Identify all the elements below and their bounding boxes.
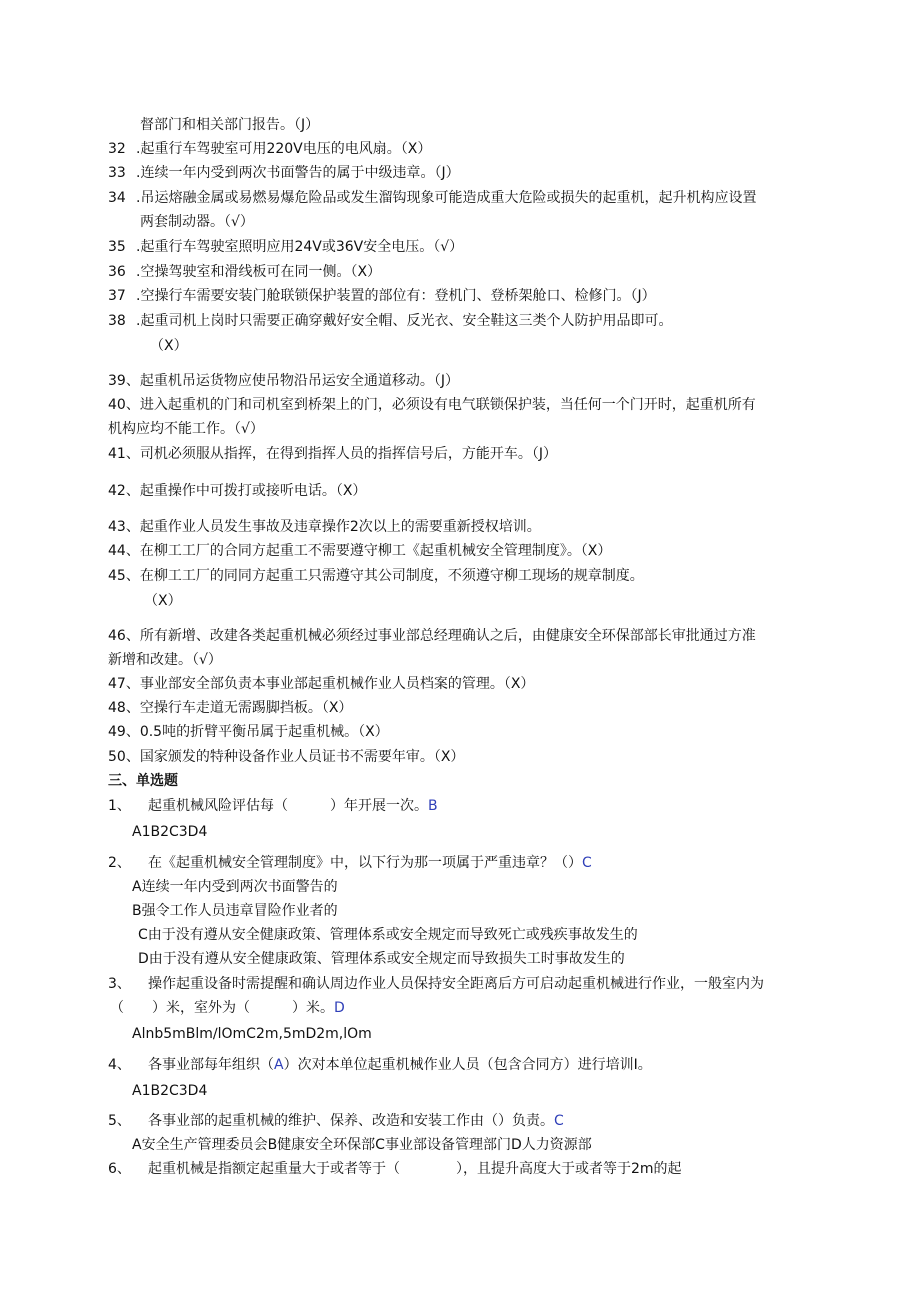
tf-number: 35	[108, 239, 126, 255]
tf-number: 38	[108, 313, 126, 329]
mc-options: A1B2C3D4	[132, 1083, 208, 1099]
tf-line: .起重行车驾驶室可用220V电压的电风扇。（X）	[136, 141, 432, 157]
tf-line: 39、起重机吊运货物应使吊物沿吊运安全通道移动。（J）	[108, 373, 459, 389]
mc-number: 1、	[108, 798, 131, 814]
mc-answer: C	[582, 855, 592, 871]
mc-question-text: 各事业部每年组织（	[148, 1057, 274, 1073]
mc-option: D由于没有遵从安全健康政策、管理体系或安全规定而导致损失工时事故发生的	[138, 951, 625, 967]
mc-question	[148, 797, 438, 815]
tf-line: 44、在柳工工厂的合同方起重工不需要遵守柳工《起重机械安全管理制度》。（X）	[108, 543, 612, 559]
tf-line: 两套制动器。（√）	[140, 214, 254, 230]
mc-answer: A	[274, 1057, 284, 1073]
mc-number: 3、	[108, 976, 131, 992]
mc-question-text: 起重机械风险评估每（ ）年开展一次。	[148, 798, 428, 814]
mc-number: 5、	[108, 1113, 131, 1129]
tf-number: 36	[108, 264, 126, 280]
mc-answer: D	[334, 1000, 345, 1016]
tf-line: .起重司机上岗时只需要正确穿戴好安全帽、反光衣、安全鞋这三类个人防护用品即可。	[136, 313, 673, 329]
tf-line: 机构应均不能工作。（√）	[108, 421, 264, 437]
tf-line: 46、所有新增、改建各类起重机械必须经过事业部总经理确认之后，由健康安全环保部部长审批通过方准	[108, 628, 756, 644]
tf-line: 41、司机必须服从指挥，在得到指挥人员的指挥信号后，方能开车。（J）	[108, 446, 557, 462]
tf-number: 33	[108, 165, 126, 181]
tf-line: 45、在柳工工厂的同同方起重工只需遵守其公司制度，不须遵守柳工现场的规章制度。	[108, 568, 644, 584]
mc-question	[148, 854, 592, 872]
mc-question-text: 各事业部的起重机械的维护、保养、改造和安装工作由（）负责。	[148, 1113, 554, 1129]
mc-option: B强令工作人员违章冒险作业者的	[132, 903, 338, 919]
mc-options: Alnb5mBlm∕lOmC2m,5mD2m,lOm	[132, 1026, 372, 1042]
tf-line: 49、0.5吨的折臂平衡吊属于起重机械。（X）	[108, 724, 389, 740]
mc-number: 4、	[108, 1057, 131, 1073]
tf-line: .吊运熔融金属或易燃易爆危险品或发生溜钩现象可能造成重大危险或损失的起重机，起升机构应设置	[136, 190, 757, 206]
tf-line: 40、进入起重机的门和司机室到桥架上的门，必须设有电气联锁保护装，当任何一个门开时，起重机所有	[108, 397, 756, 413]
tf-line: （X）	[144, 593, 182, 609]
mc-option: A连续一年内受到两次书面警告的	[132, 879, 338, 895]
tf-line: 督部门和相关部门报告。（J）	[140, 117, 320, 133]
tf-line: 新增和改建。（√）	[108, 652, 222, 668]
tf-line: 42、起重操作中可拨打或接听电话。（X）	[108, 483, 367, 499]
mc-question	[110, 999, 345, 1017]
mc-question	[148, 1056, 652, 1074]
mc-number: 2、	[108, 855, 131, 871]
mc-question-text: ）次对本单位起重机械作业人员（包含合同方）进行培训I。	[283, 1057, 652, 1073]
tf-line: 47、事业部安全部负责本事业部起重机械作业人员档案的管理。（X）	[108, 676, 535, 692]
tf-line: .连续一年内受到两次书面警告的属于中级违章。（J）	[136, 165, 460, 181]
mc-question-text: （ ）米，室外为（ ）米。	[110, 1000, 334, 1016]
section-title: 三、单选题	[108, 773, 178, 789]
mc-option: C由于没有遵从安全健康政策、管理体系或安全规定而导致死亡或残疾事故发生的	[138, 927, 638, 943]
mc-question-text: 操作起重设备时需提醒和确认周边作业人员保持安全距离后方可启动起重机械进行作业，一般室内为	[148, 976, 764, 992]
tf-line: 48、空操行车走道无需踢脚挡板。（X）	[108, 700, 353, 716]
mc-question-text: 在《起重机械安全管理制度》中，以下行为那一项属于严重违章？（）	[148, 855, 582, 871]
tf-line: .起重行车驾驶室照明应用24V或36V安全电压。（√）	[136, 239, 464, 255]
mc-options: A安全生产管理委员会B健康安全环保部C事业部设备管理部门D人力资源部	[132, 1137, 592, 1153]
tf-number: 37	[108, 288, 126, 304]
mc-options: A1B2C3D4	[132, 824, 208, 840]
tf-line: 43、起重作业人员发生事故及违章操作2次以上的需要重新授权培训。	[108, 519, 541, 535]
tf-number: 34	[108, 190, 126, 206]
tf-line: .空操驾驶室和滑线板可在同一侧。（X）	[136, 264, 382, 280]
mc-question-text: 起重机械是指额定起重量大于或者等于（ ），且提升高度大于或者等于2m的起	[148, 1161, 682, 1177]
mc-answer: B	[428, 798, 438, 814]
tf-number: 32	[108, 141, 126, 157]
mc-answer: C	[554, 1113, 564, 1129]
tf-line: （X）	[150, 338, 188, 354]
mc-question	[148, 1112, 564, 1130]
tf-line: .空操行车需要安装门舱联锁保护装置的部位有：登机门、登桥架舱口、检修门。（J）	[136, 288, 656, 304]
mc-number: 6、	[108, 1161, 131, 1177]
tf-line: 50、国家颁发的特种设备作业人员证书不需要年审。（X）	[108, 749, 465, 765]
